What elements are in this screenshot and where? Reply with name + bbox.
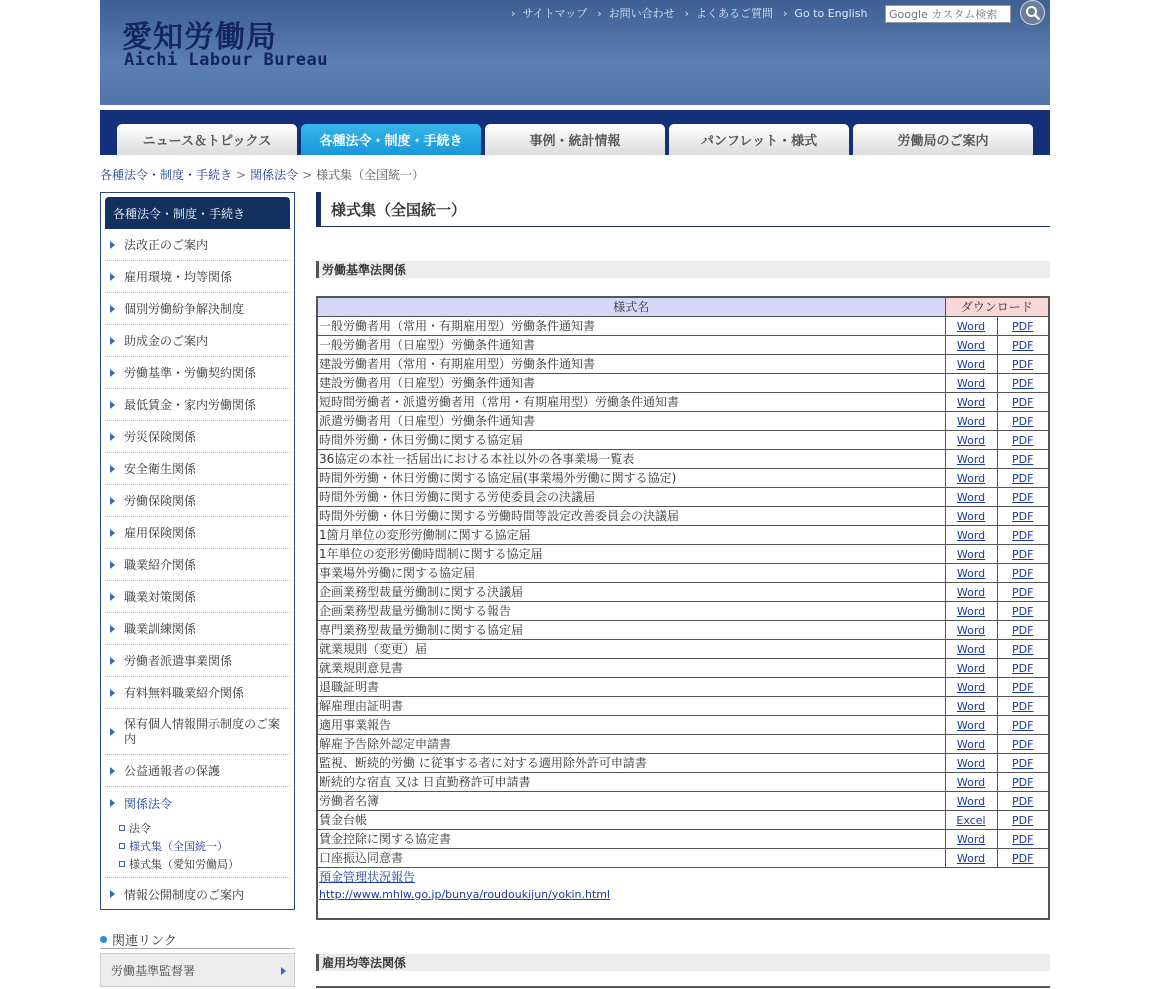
chevron-right-icon: › xyxy=(597,6,602,20)
table-row xyxy=(317,468,1049,487)
download-cell xyxy=(945,734,997,753)
table-row xyxy=(317,544,1049,563)
download-word-link[interactable]: Word xyxy=(956,319,986,333)
download-pdf-link[interactable]: PDF xyxy=(1012,395,1034,409)
form-name: 労働者名簿 xyxy=(317,791,945,810)
download-pdf-link[interactable]: PDF xyxy=(1012,452,1034,466)
table-row xyxy=(317,525,1049,544)
sidebar-item-0[interactable] xyxy=(105,229,290,261)
sidebar-item-label: 雇用保険関係 xyxy=(124,526,197,540)
download-word-link[interactable]: Word xyxy=(956,775,986,789)
table-row xyxy=(317,316,1049,335)
arrow-right-icon xyxy=(110,767,115,775)
table-row xyxy=(317,354,1049,373)
site-logo-en[interactable]: Aichi Labour Bureau xyxy=(124,50,328,70)
site-logo[interactable]: 愛知労働局 xyxy=(122,20,277,55)
download-word-link[interactable]: Word xyxy=(956,452,986,466)
table-row xyxy=(317,373,1049,392)
download-word-link[interactable]: Word xyxy=(956,509,986,523)
sidebar-item-label: 助成金のご案内 xyxy=(124,334,209,348)
breadcrumb-current: 様式集（全国統一） xyxy=(316,168,425,182)
download-cell xyxy=(945,601,997,620)
download-cell xyxy=(997,373,1049,392)
download-pdf-link[interactable]: PDF xyxy=(1012,585,1034,599)
download-cell xyxy=(945,430,997,449)
sidebar-item-1[interactable] xyxy=(105,261,290,293)
section-heading-labor-standards: 労働基準法関係 xyxy=(316,261,1050,278)
download-word-link[interactable]: Word xyxy=(956,395,986,409)
global-nav-tab-4[interactable]: 労働局のご案内 xyxy=(853,124,1033,155)
download-pdf-link[interactable]: PDF xyxy=(1012,832,1034,846)
form-name: 企画業務型裁量労働制に関する決議届 xyxy=(317,582,945,601)
download-cell xyxy=(945,677,997,696)
download-cell xyxy=(997,620,1049,639)
download-cell xyxy=(997,544,1049,563)
download-pdf-link[interactable]: PDF xyxy=(1012,471,1034,485)
download-cell xyxy=(945,316,997,335)
arrow-right-icon xyxy=(110,337,115,345)
sidebar-item-8[interactable] xyxy=(105,485,290,517)
download-pdf-link[interactable]: PDF xyxy=(1012,661,1034,675)
download-cell xyxy=(997,791,1049,810)
download-word-link[interactable]: Word xyxy=(956,737,986,751)
form-name: 断続的な宿直 又は 日直勤務許可申請書 xyxy=(317,772,945,791)
download-cell xyxy=(997,487,1049,506)
sidebar-item-label: 個別労働紛争解決制度 xyxy=(124,302,245,316)
form-name: 時間外労働・休日労働に関する労働時間等設定改善委員会の決議届 xyxy=(317,506,945,525)
download-cell xyxy=(997,449,1049,468)
table-row xyxy=(317,601,1049,620)
site-header xyxy=(100,0,1050,105)
form-name: 1箇月単位の変形労働制に関する協定届 xyxy=(317,525,945,544)
download-cell xyxy=(997,601,1049,620)
table-row xyxy=(317,658,1049,677)
arrow-right-icon xyxy=(110,433,115,441)
search-button[interactable] xyxy=(1020,0,1045,25)
download-cell xyxy=(945,449,997,468)
utility-link-label: お問い合わせ xyxy=(608,7,675,20)
forms-table xyxy=(316,296,1050,920)
download-cell xyxy=(997,563,1049,582)
download-word-link[interactable]: Word xyxy=(956,585,986,599)
download-word-link[interactable]: Word xyxy=(956,357,986,371)
download-cell xyxy=(945,525,997,544)
table-row xyxy=(317,791,1049,810)
download-cell xyxy=(945,563,997,582)
table-row xyxy=(317,753,1049,772)
table-row xyxy=(317,582,1049,601)
global-nav xyxy=(100,110,1050,155)
chevron-right-icon: › xyxy=(783,6,788,20)
download-cell xyxy=(997,772,1049,791)
download-cell xyxy=(945,487,997,506)
form-name: 就業規則（変更）届 xyxy=(317,639,945,658)
table-row xyxy=(317,734,1049,753)
arrow-right-icon xyxy=(110,529,115,537)
download-cell xyxy=(997,753,1049,772)
sidebar-sub-item-2[interactable] xyxy=(119,855,290,873)
sidebar-item-12[interactable] xyxy=(105,613,290,645)
download-cell xyxy=(997,829,1049,848)
sidebar-item-label: 労働基準・労働契約関係 xyxy=(124,366,257,380)
sidebar-sub-item-0[interactable] xyxy=(119,819,290,837)
table-row xyxy=(317,810,1049,829)
square-bullet-icon xyxy=(119,825,125,831)
arrow-right-icon xyxy=(110,657,115,665)
download-word-link[interactable]: Word xyxy=(956,566,986,580)
download-cell xyxy=(945,544,997,563)
sidebar-item-label: 最低賃金・家内労働関係 xyxy=(124,398,257,412)
breadcrumb-link-related-laws[interactable]: 関係法令 xyxy=(250,168,299,182)
sidebar-item-label: 労働者派遣事業関係 xyxy=(124,654,233,668)
table-row xyxy=(317,449,1049,468)
download-cell xyxy=(945,829,997,848)
form-name: 一般労働者用（日雇型）労働条件通知書 xyxy=(317,335,945,354)
utility-link-1[interactable] xyxy=(597,5,674,21)
table-row xyxy=(317,620,1049,639)
download-word-link[interactable]: Word xyxy=(956,471,986,485)
arrow-right-icon xyxy=(110,689,115,697)
breadcrumb-link-laws[interactable]: 各種法令・制度・手続き xyxy=(100,168,233,182)
column-header-name: 様式名 xyxy=(317,297,945,316)
download-cell xyxy=(945,639,997,658)
download-cell xyxy=(997,335,1049,354)
form-name: 退職証明書 xyxy=(317,677,945,696)
sidebar-item-label: 職業訓練関係 xyxy=(124,622,197,636)
form-name: 就業規則意見書 xyxy=(317,658,945,677)
section-divider xyxy=(316,986,1050,988)
arrow-right-icon xyxy=(110,401,115,409)
square-bullet-icon xyxy=(119,843,125,849)
deposit-report-link[interactable]: 預金管理状況報告 xyxy=(319,869,416,884)
sidebar-list xyxy=(101,229,294,910)
form-name: 時間外労働・休日労働に関する協定届(事業場外労働に関する協定) xyxy=(317,468,945,487)
download-cell xyxy=(945,696,997,715)
download-cell xyxy=(997,354,1049,373)
form-name: 36協定の本社一括届出における本社以外の各事業場一覧表 xyxy=(317,449,945,468)
arrow-right-icon xyxy=(110,273,115,281)
utility-link-2[interactable] xyxy=(685,5,773,21)
sidebar-item-6[interactable] xyxy=(105,421,290,453)
arrow-right-icon xyxy=(110,625,115,633)
utility-link-label: よくあるご質問 xyxy=(696,7,774,20)
sidebar-item-label: 労働保険関係 xyxy=(124,494,197,508)
section-heading-equal-employment: 雇用均等法関係 xyxy=(316,954,1050,971)
related-link-inspection-office[interactable] xyxy=(100,953,295,987)
form-name: 賃金控除に関する協定書 xyxy=(317,829,945,848)
download-word-link[interactable]: Word xyxy=(956,414,986,428)
download-pdf-link[interactable]: PDF xyxy=(1012,414,1034,428)
sidebar-item-16[interactable] xyxy=(105,755,290,787)
download-pdf-link[interactable]: PDF xyxy=(1012,642,1034,656)
form-name: 監視、断続的労働 に従事する者に対する適用除外許可申請書 xyxy=(317,753,945,772)
sidebar-item-5[interactable] xyxy=(105,389,290,421)
form-name: 企画業務型裁量労働制に関する報告 xyxy=(317,601,945,620)
sidebar-item-label: 職業紹介関係 xyxy=(124,558,197,572)
global-nav-tab-3[interactable]: パンフレット・様式 xyxy=(669,124,849,155)
sidebar-item-13[interactable] xyxy=(105,645,290,677)
form-name: 1年単位の変形労働時間制に関する協定届 xyxy=(317,544,945,563)
download-pdf-link[interactable]: PDF xyxy=(1012,851,1034,865)
sidebar-item-label: 情報公開制度のご案内 xyxy=(124,887,245,902)
sidebar-item-label: 労災保険関係 xyxy=(124,430,197,444)
download-word-link[interactable]: Word xyxy=(956,680,986,694)
download-cell xyxy=(945,411,997,430)
arrow-right-icon xyxy=(110,497,115,505)
download-word-link[interactable]: Word xyxy=(956,623,986,637)
download-cell xyxy=(997,411,1049,430)
table-row xyxy=(317,335,1049,354)
sidebar-item-label: 関係法令 xyxy=(124,796,173,811)
download-cell xyxy=(997,506,1049,525)
page-title: 様式集（全国統一） xyxy=(316,192,1050,227)
download-word-link[interactable]: Word xyxy=(956,794,986,808)
download-cell xyxy=(997,734,1049,753)
form-name: 解雇予告除外認定申請書 xyxy=(317,734,945,753)
download-pdf-link[interactable]: PDF xyxy=(1012,338,1034,352)
utility-link-label: Go to English xyxy=(794,6,868,20)
form-name: 解雇理由証明書 xyxy=(317,696,945,715)
form-name: 派遣労働者用（日雇型）労働条件通知書 xyxy=(317,411,945,430)
table-row xyxy=(317,487,1049,506)
download-cell xyxy=(997,525,1049,544)
related-link-label: 労働基準監督署 xyxy=(111,963,196,978)
download-pdf-link[interactable]: PDF xyxy=(1012,566,1034,580)
sidebar-item-label: 有料無料職業紹介関係 xyxy=(124,686,245,700)
table-row xyxy=(317,639,1049,658)
download-cell xyxy=(945,335,997,354)
download-cell xyxy=(997,468,1049,487)
arrow-right-icon xyxy=(110,593,115,601)
download-cell xyxy=(997,316,1049,335)
bullet-icon xyxy=(100,936,107,943)
download-pdf-link[interactable]: PDF xyxy=(1012,775,1034,789)
global-nav-tab-1[interactable]: 各種法令・制度・手続き xyxy=(301,124,481,155)
table-row xyxy=(317,411,1049,430)
download-cell xyxy=(945,392,997,411)
chevron-right-icon: › xyxy=(511,6,516,20)
chevron-right-icon: › xyxy=(684,6,690,20)
sidebar-sub-item-label: 様式集（全国統一） xyxy=(129,840,228,853)
breadcrumb-separator: > xyxy=(302,167,313,182)
download-cell xyxy=(945,582,997,601)
download-cell xyxy=(997,582,1049,601)
sidebar-item-label: 雇用環境・均等関係 xyxy=(124,270,233,284)
download-word-link[interactable]: Word xyxy=(956,547,986,561)
sidebar xyxy=(100,192,295,910)
download-cell xyxy=(997,810,1049,829)
download-word-link[interactable]: Word xyxy=(956,528,986,542)
sidebar-item-label: 保有個人情報開示制度のご案内 xyxy=(124,716,281,746)
sidebar-item-14[interactable] xyxy=(105,677,290,709)
note-cell xyxy=(317,867,1049,919)
sidebar-item-label: 職業対策関係 xyxy=(124,590,197,604)
utility-link-3[interactable] xyxy=(783,5,867,21)
sidebar-item-15[interactable] xyxy=(105,709,290,755)
table-row xyxy=(317,677,1049,696)
sidebar-item-3[interactable] xyxy=(105,325,290,357)
deposit-report-url[interactable]: http://www.mhlw.go.jp/bunya/roudoukijun/yokin.html xyxy=(319,887,611,901)
download-cell xyxy=(945,772,997,791)
arrow-right-icon xyxy=(110,305,115,313)
sidebar-item-17[interactable] xyxy=(105,787,290,819)
sidebar-item-4[interactable] xyxy=(105,357,290,389)
download-pdf-link[interactable]: PDF xyxy=(1012,319,1034,333)
related-links-title: 関連リンク xyxy=(112,933,177,949)
download-cell xyxy=(945,658,997,677)
download-word-link[interactable]: Word xyxy=(956,851,986,865)
sidebar-item-7[interactable] xyxy=(105,453,290,485)
download-pdf-link[interactable]: PDF xyxy=(1012,376,1034,390)
global-nav-tab-0[interactable]: ニュース＆トピックス xyxy=(117,124,297,155)
arrow-right-icon xyxy=(110,561,115,569)
download-pdf-link[interactable]: PDF xyxy=(1012,433,1034,447)
sidebar-item-2[interactable] xyxy=(105,293,290,325)
arrow-right-icon xyxy=(281,967,286,975)
download-cell xyxy=(997,430,1049,449)
search-input[interactable] xyxy=(885,5,1011,23)
download-cell xyxy=(945,506,997,525)
sidebar-item-11[interactable] xyxy=(105,581,290,613)
download-cell xyxy=(945,791,997,810)
download-cell xyxy=(945,753,997,772)
download-cell xyxy=(997,715,1049,734)
download-word-link[interactable]: Word xyxy=(956,433,986,447)
sidebar-sub-item-label: 様式集（愛知労働局） xyxy=(129,858,239,871)
download-word-link[interactable]: Word xyxy=(956,832,986,846)
form-name: 一般労働者用（常用・有期雇用型）労働条件通知書 xyxy=(317,316,945,335)
utility-link-0[interactable] xyxy=(511,5,587,21)
form-name: 専門業務型裁量労働制に関する協定届 xyxy=(317,620,945,639)
sidebar-item-10[interactable] xyxy=(105,549,290,581)
global-nav-tab-2[interactable]: 事例・統計情報 xyxy=(485,124,665,155)
related-links-heading xyxy=(100,930,295,949)
table-row xyxy=(317,829,1049,848)
download-word-link[interactable]: Word xyxy=(956,718,986,732)
download-word-link[interactable]: Word xyxy=(956,642,986,656)
download-pdf-link[interactable]: PDF xyxy=(1012,528,1034,542)
sidebar-item-info-disclosure[interactable] xyxy=(105,878,290,910)
download-pdf-link[interactable]: PDF xyxy=(1012,680,1034,694)
form-name: 適用事業報告 xyxy=(317,715,945,734)
download-word-link[interactable]: Word xyxy=(956,490,986,504)
table-row xyxy=(317,430,1049,449)
utility-nav xyxy=(511,5,867,21)
table-note-row xyxy=(317,867,1049,919)
table-row xyxy=(317,392,1049,411)
form-name: 口座振込同意書 xyxy=(317,848,945,867)
download-pdf-link[interactable]: PDF xyxy=(1012,756,1034,770)
download-pdf-link[interactable]: PDF xyxy=(1012,490,1034,504)
table-row xyxy=(317,848,1049,867)
arrow-right-icon xyxy=(110,799,115,807)
download-word-link[interactable]: Word xyxy=(956,338,986,352)
sidebar-item-label: 安全衛生関係 xyxy=(124,462,197,476)
download-pdf-link[interactable]: PDF xyxy=(1012,547,1034,561)
download-cell xyxy=(945,848,997,867)
download-pdf-link[interactable]: PDF xyxy=(1012,813,1034,827)
download-excel-link[interactable]: Excel xyxy=(956,813,986,827)
download-pdf-link[interactable]: PDF xyxy=(1012,737,1034,751)
form-name: 賃金台帳 xyxy=(317,810,945,829)
arrow-right-icon xyxy=(110,241,115,249)
breadcrumb xyxy=(100,166,424,183)
sidebar-sub-item-label: 法令 xyxy=(129,822,151,835)
sidebar-item-label: 法改正のご案内 xyxy=(124,238,209,252)
download-cell xyxy=(945,810,997,829)
table-row xyxy=(317,772,1049,791)
form-name: 時間外労働・休日労働に関する協定届 xyxy=(317,430,945,449)
table-row xyxy=(317,696,1049,715)
arrow-right-icon xyxy=(110,890,115,898)
table-row xyxy=(317,506,1049,525)
download-pdf-link[interactable]: PDF xyxy=(1012,718,1034,732)
download-pdf-link[interactable]: PDF xyxy=(1012,794,1034,808)
sidebar-sub-item-1[interactable] xyxy=(119,837,290,855)
square-bullet-icon xyxy=(119,861,125,867)
download-cell xyxy=(997,677,1049,696)
arrow-right-icon xyxy=(110,369,115,377)
download-cell xyxy=(945,468,997,487)
form-name: 建設労働者用（日雇型）労働条件通知書 xyxy=(317,373,945,392)
sidebar-sub-list xyxy=(105,819,290,878)
download-cell xyxy=(945,354,997,373)
column-header-download: ダウンロード xyxy=(945,297,1049,316)
form-name: 時間外労働・休日労働に関する労使委員会の決議届 xyxy=(317,487,945,506)
download-pdf-link[interactable]: PDF xyxy=(1012,623,1034,637)
download-cell xyxy=(997,696,1049,715)
form-name: 短時間労働者・派遣労働者用（常用・有期雇用型）労働条件通知書 xyxy=(317,392,945,411)
form-name: 建設労働者用（常用・有期雇用型）労働条件通知書 xyxy=(317,354,945,373)
arrow-right-icon xyxy=(110,728,115,736)
download-cell xyxy=(945,715,997,734)
download-cell xyxy=(997,392,1049,411)
download-pdf-link[interactable]: PDF xyxy=(1012,699,1034,713)
download-word-link[interactable]: Word xyxy=(956,604,986,618)
download-cell xyxy=(945,373,997,392)
download-pdf-link[interactable]: PDF xyxy=(1012,357,1034,371)
arrow-right-icon xyxy=(110,465,115,473)
table-row xyxy=(317,715,1049,734)
breadcrumb-separator: > xyxy=(236,167,247,182)
download-word-link[interactable]: Word xyxy=(956,661,986,675)
download-pdf-link[interactable]: PDF xyxy=(1012,509,1034,523)
form-name: 事業場外労働に関する協定届 xyxy=(317,563,945,582)
sidebar-item-label: 公益通報者の保護 xyxy=(124,764,221,778)
sidebar-heading: 各種法令・制度・手続き xyxy=(105,197,290,229)
utility-link-label: サイトマップ xyxy=(522,7,588,20)
download-pdf-link[interactable]: PDF xyxy=(1012,604,1034,618)
search-icon xyxy=(1025,5,1041,21)
table-row xyxy=(317,563,1049,582)
download-word-link[interactable]: Word xyxy=(956,756,986,770)
download-cell xyxy=(945,620,997,639)
download-cell xyxy=(997,639,1049,658)
download-word-link[interactable]: Word xyxy=(956,699,986,713)
download-cell xyxy=(997,658,1049,677)
download-cell xyxy=(997,848,1049,867)
download-word-link[interactable]: Word xyxy=(956,376,986,390)
sidebar-item-9[interactable] xyxy=(105,517,290,549)
